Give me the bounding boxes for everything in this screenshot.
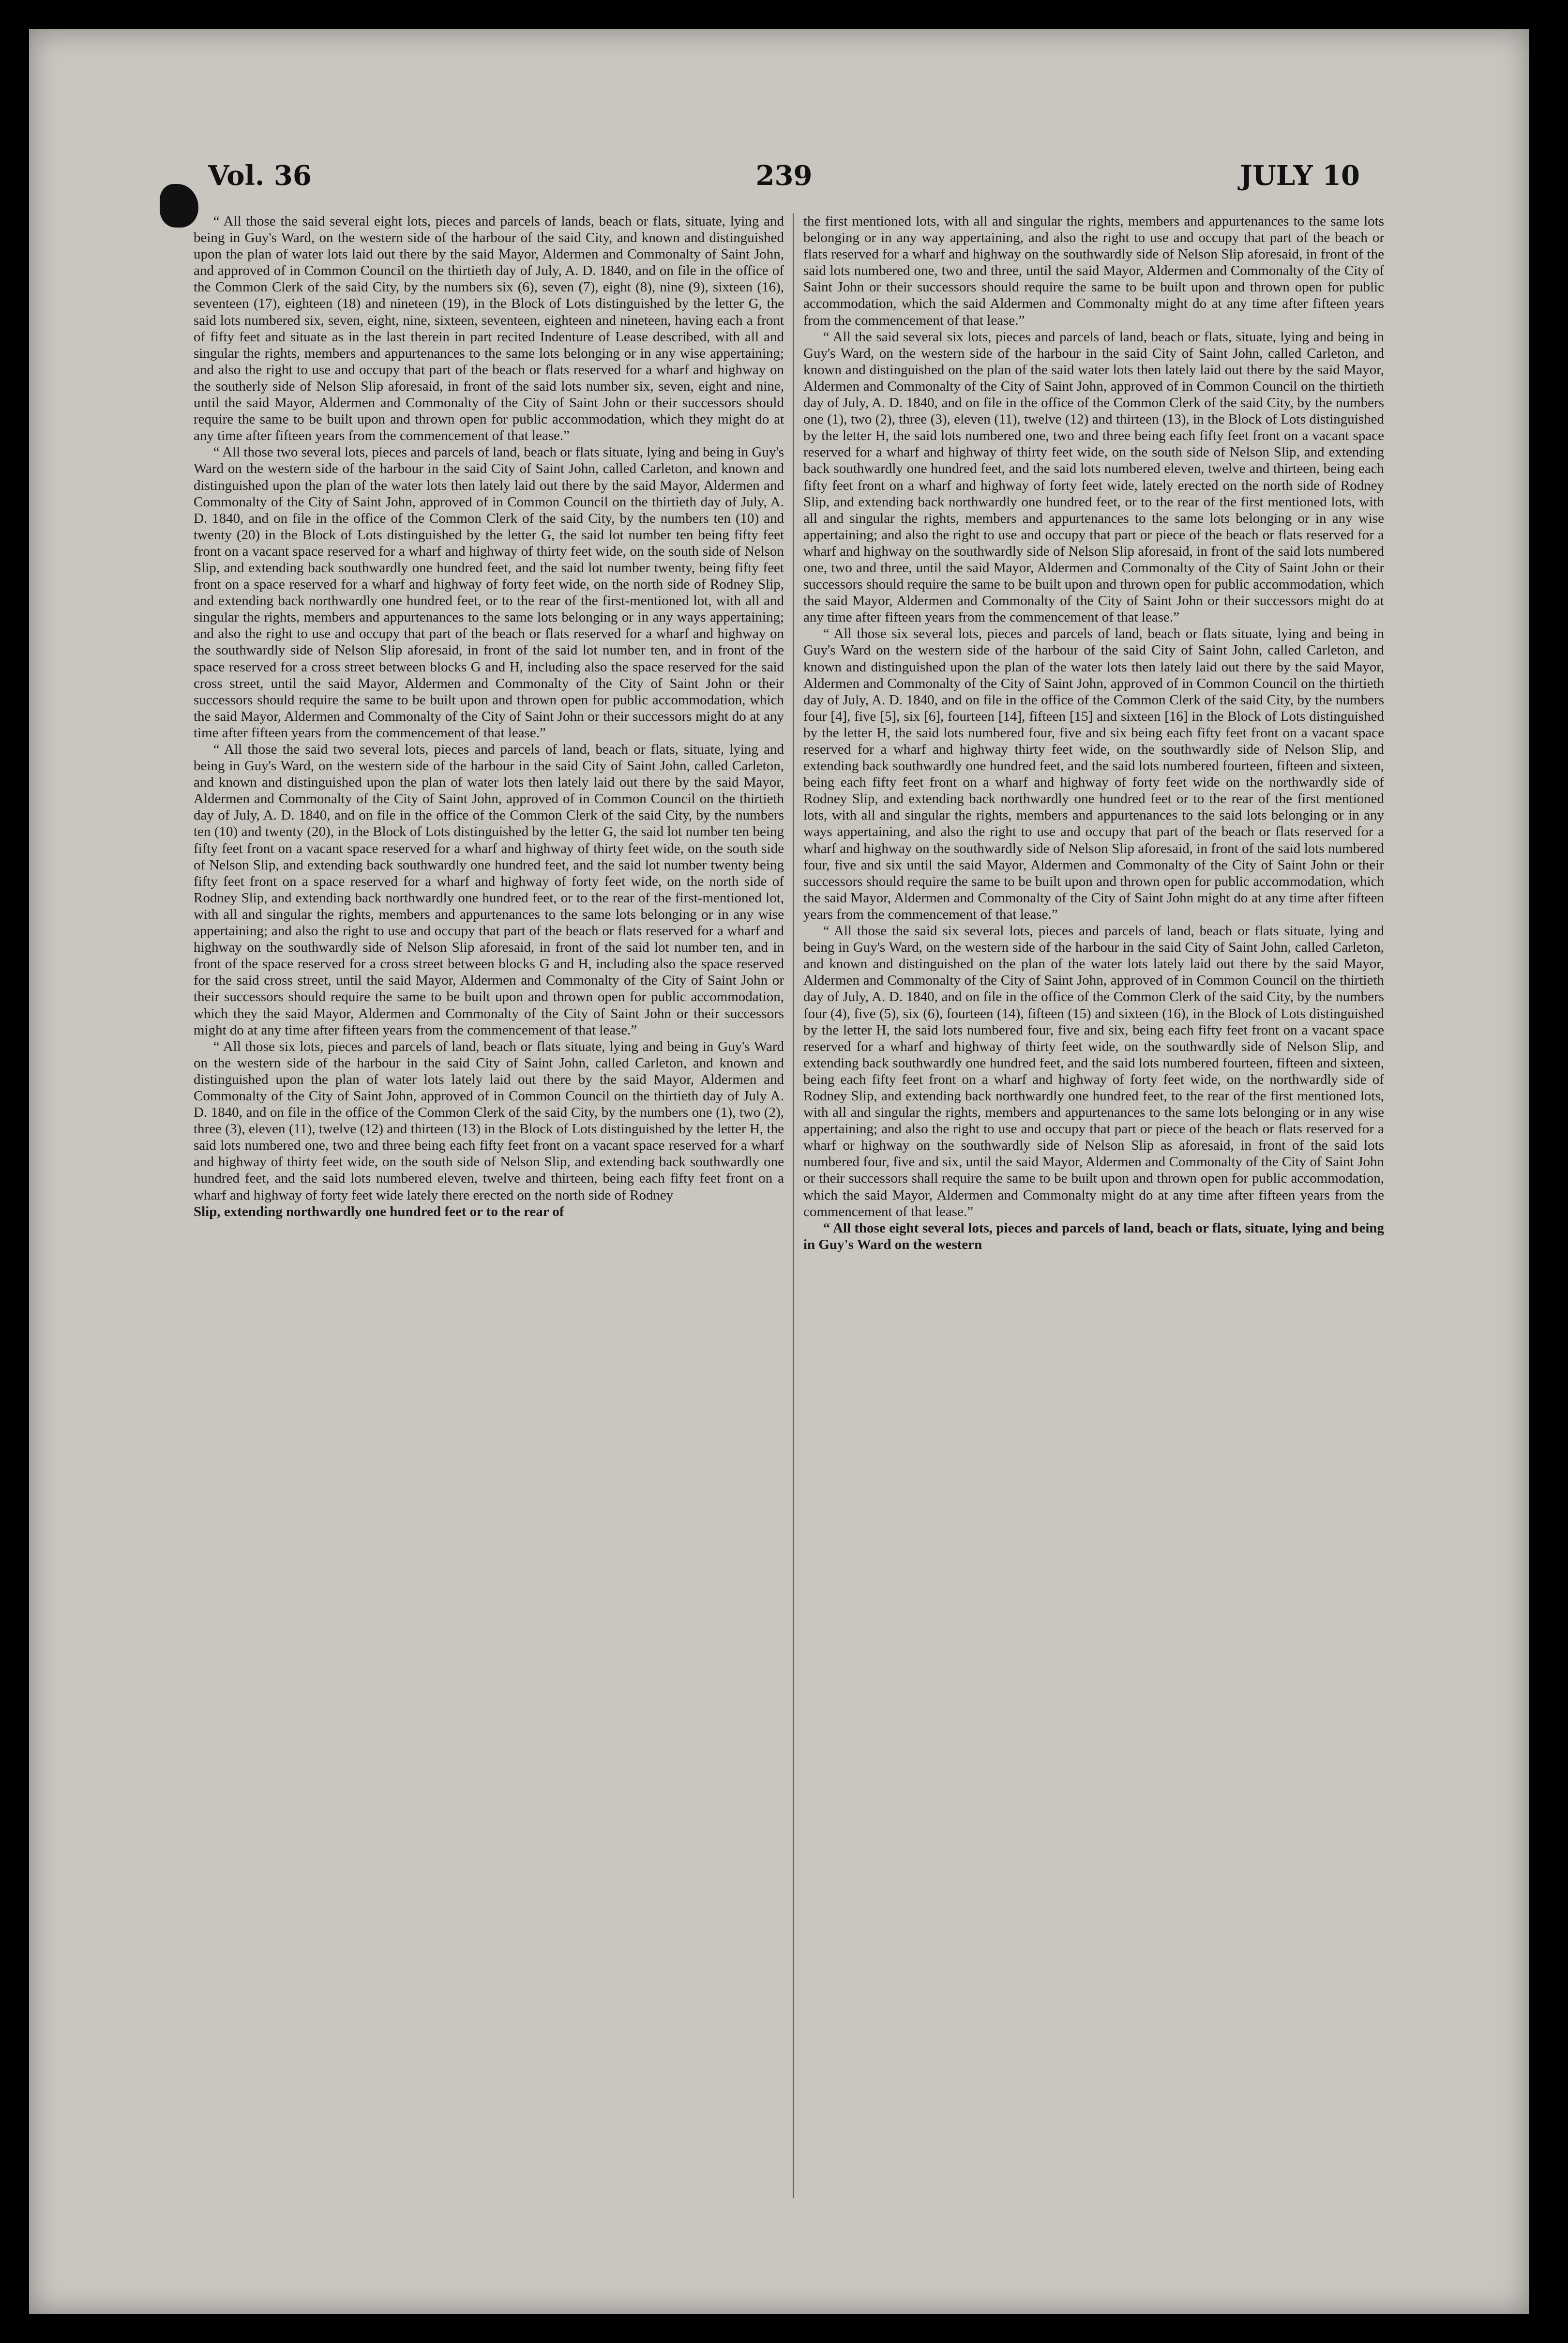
ink-smudge <box>160 184 198 228</box>
paragraph: “ All the said several six lots, pieces and parcels of land, beach or flats, situate, lying and being in Guy's Ward, on the western side of the harbour in the said City of Saint John, called Carleton, and known and distinguished on the plan of the said water lots then lately laid out there by the said Mayor, Aldermen and Commonalty of the City of Saint John, approved of in Common Council on the thirtieth day of July, A. D. 1840, and on file in the office of the Common Clerk of the said City, by the numbers one (1), two (2), three (3), eleven (11), twelve (12) and thirteen (13), in the Block of Lots distinguished by the letter H, the said lots numbered one, two and three being each fifty feet front on a vacant space reserved for a wharf and highway of thirty feet wide, on the south side of Nelson Slip, and extending back southwardly one hundred feet, and the said lots numbered eleven, twelve and thirteen, being each fifty feet front on a wharf and highway of forty feet wide, lately erected on the north side of Rodney Slip, and extending back northwardly one hundred feet, or to the rear of the first mentioned lots, with all and singular the rights, members and appurtenances to the same lots belonging or in any wise appertaining; and also the right to use and occupy that part or piece of the beach or flats reserved for a wharf and highway on the southwardly side of Nelson Slip aforesaid, in front of the said lots numbered one, two and three, until the said Mayor, Aldermen and Commonalty of the City of Saint John or their successors should require the same to be built upon and thrown open for public accommodation, which the said Mayor, Aldermen and Commonalty of the City of Saint John or their successors might do at any time after fifteen years from the commencement of that lease.” <box>803 329 1384 625</box>
paragraph: “ All those the said two several lots, pieces and parcels of land, beach or flats, situate, lying and being in Guy's Ward, on the western side of the harbour in the said City of Saint John, called Carleton, and known and distinguished upon the plan of water lots then lately laid out there by the said Mayor, Aldermen and Commonalty of the City of Saint John, approved of in Common Council on the thirtieth day of July, A. D. 1840, and on file in the office of the Common Clerk of the said City, by the numbers ten (10) and twenty (20), in the Block of Lots distinguished by the letter G, the said lot number ten being fifty feet front on a vacant space reserved for a wharf and highway of thirty feet wide, on the south side of Nelson Slip, and extending back southwardly one hundred feet, and the said lot number twenty being fifty feet front on a space reserved for a wharf and highway of forty feet wide, on the north side of Rodney Slip, and extending back northwardly one hundred feet, or to the rear of the first-mentioned lot, with all and singular the rights, members and appurtenances to the same lots belonging or in any wise appertaining; and also the right to use and occupy that part of the beach or flats reserved for a wharf and highway on the southwardly side of Nelson Slip aforesaid, in front of the said lot number ten, and in front of the space reserved for a cross street between blocks G and H, including also the space reserved for the said cross street, until the said Mayor, Aldermen and Commonalty of the City of Saint John or their successors should require the same to be built upon and thrown open for public accommodation, which they the said Mayor, Aldermen and Commonalty of the City of Saint John or their successors might do at any time after fifteen years from the commencement of that lease.” <box>194 742 784 1038</box>
page-number: 239 <box>755 160 813 192</box>
paragraph: “ All those the said six several lots, pieces and parcels of land, beach or flats situate, lying and being in Guy's Ward, on the western side of the harbour in the said City of Saint John, called Carleton, and known and distinguished on the plan of the water lots lately laid out there by the said Mayor, Aldermen and Commonalty of the City of Saint John, approved of in Common Council on the thirtieth day of July, A. D. 1840, and on file in the office of the Common Clerk of the said City, by the numbers four (4), five (5), six (6), fourteen (14), fifteen (15) and sixteen (16), in the Block of Lots distinguished by the letter H, the said lots numbered four, five and six, being each fifty feet front on a vacant space reserved for a wharf and highway of thirty feet wide, on the southwardly side of Nelson Slip, and extending back southwardly one hundred feet, and the said lots numbered fourteen, fifteen and sixteen, being each fifty feet front on a wharf and highway of forty feet wide, on the northwardly side of Rodney Slip, and extending back northwardly one hundred feet, to the rear of the first mentioned lots, with all and singular the rights, members and appurtenances to the same lots belonging or in any wise appertaining; and also the right to use and occupy that part or piece of the beach or flats reserved for a wharf or highway on the southwardly side of Nelson Slip as aforesaid, in front of the said lots numbered four, five and six, until the said Mayor, Aldermen and Commonalty of the City of Saint John or their successors shall require the same to be built upon and thrown open for public accommodation, which the said Mayor, Aldermen and Commonalty might do at any time after fifteen years from the commencement of that lease.” <box>803 923 1384 1219</box>
paragraph: the first mentioned lots, with all and singular the rights, members and appurtenances to the same lots belonging or in any way appertaining, and also the right to use and occupy that part of the beach or flats reserved for a wharf and highway on the southwardly side of Nelson Slip aforesaid, in front of the said lots numbered one, two and three, until the said Mayor, Aldermen and Commonalty of the City of Saint John or their successors should require the same to be built upon and thrown open for public accommodation, which the said Aldermen and Commonalty might do at any time after fifteen years from the commencement of that lease.” <box>803 213 1384 328</box>
volume-label: Vol. 36 <box>208 160 312 192</box>
issue-date: JULY 10 <box>1239 160 1360 192</box>
paragraph: “ All those six lots, pieces and parcels of land, beach or flats situate, lying and being in Guy's Ward on the western side of the harbour in the said City of Saint John, called Carleton, and known and distinguished upon the plan of water lots lately laid out there by the said Mayor, Aldermen and Commonalty of the City of Saint John, approved of in Common Council on the thirtieth day of July A. D. 1840, and on file in the office of the Common Clerk of the said City, by the numbers one (1), two (2), three (3), eleven (11), twelve (12) and thirteen (13) in the Block of Lots distinguished by the letter H, the said lots numbered one, two and three being each fifty feet front on a vacant space reserved for a wharf and highway of thirty feet wide, on the south side of Nelson Slip, and extending back southwardly one hundred feet, and the said lots numbered eleven, twelve and thirteen, being each fifty feet front on a wharf and highway of forty feet wide lately there erected on the north side of Rodney <box>194 1038 784 1203</box>
paragraph: “ All those six several lots, pieces and parcels of land, beach or flats situate, lying and being in Guy's Ward on the western side of the harbour of the said City of Saint John, called Carleton, and known and distinguished upon the plan of the water lots then lately laid out there by the said Mayor, Aldermen and Commonalty of the City of Saint John, approved of in Common Council on the thirtieth day of July, A. D. 1840, and on file in the office of the Common Clerk of the said City, by the numbers four [4], five [5], six [6], fourteen [14], fifteen [15] and sixteen [16] in the Block of Lots distinguished by the letter H, the said lots numbered four, five and six being each fifty feet front on a vacant space reserved for a wharf and highway thirty feet wide, on the southwardly side of Nelson Slip, and extending back southwardly one hundred feet, and the said lots numbered fourteen, fifteen and sixteen, being each fifty feet front on a wharf and highway of forty feet wide on the northwardly side of Rodney Slip, and extending back northwardly one hundred feet or to the rear of the first mentioned lots, with all and singular the rights, members and appurtenances to the said lots belonging or in any ways appertaining, and also the right to use and occupy that part of the beach or flats reserved for a wharf and highway on the southwardly side of Nelson Slip aforesaid, in front of the said lots numbered four, five and six until the said Mayor, Aldermen and Commonalty of the City of Saint John or their successors should require the same to be built upon and thrown open for public accommodation, which the said Mayor, Aldermen and Commonalty of the City of Saint John might do at any time after fifteen years from the commencement of that lease.” <box>803 626 1384 922</box>
paragraph: “ All those the said several eight lots, pieces and parcels of lands, beach or flats, situate, lying and being in Guy's Ward, on the western side of the harbour of the said City, and known and distinguished upon the plan of water lots laid out there by the said Mayor, Aldermen and Commonalty of Saint John, and approved of in Common Council on the thirtieth day of July, A. D. 1840, and on file in the office of the Common Clerk of the said City, by the numbers six (6), seven (7), eight (8), nine (9), sixteen (16), seventeen (17), eighteen (18) and nineteen (19), in the Block of Lots distinguished by the letter G, the said lots numbered six, seven, eight, nine, sixteen, seventeen, eighteen and nineteen, having each a front of fifty feet and situate as in the last therein in part recited Indenture of Lease described, with all and singular the rights, members and appurtenances to the same lots belonging or in any wise appertaining; and also the right to use and occupy that part of the beach or flats reserved for a wharf and highway on the southerly side of Nelson Slip aforesaid, in front of the said lots number six, seven, eight and nine, until the said Mayor, Aldermen and Commonalty of the City of Saint John or their successors should require the same to be built upon and thrown open for public accommodation, which they might do at any time after fifteen years from the commencement of that lease.” <box>194 213 784 444</box>
paragraph-tail: “ All those eight several lots, pieces and parcels of land, beach or flats, situate, lying and being in Guy's Ward on the western <box>803 1220 1384 1252</box>
column-divider <box>793 213 794 2198</box>
document-page <box>29 29 1529 2314</box>
right-column <box>803 213 1384 2203</box>
page-header <box>208 160 1360 198</box>
paragraph: “ All those two several lots, pieces and parcels of land, beach or flats situate, lying and being in Guy's Ward on the western side of the harbour in the said City of Saint John, called Carleton, and known and distinguished upon the plan of the water lots then lately laid out there by the said Mayor, Aldermen and Commonalty of the City of Saint John, approved of in Common Council on the thirtieth day of July, A. D. 1840, and on file in the office of the Common Clerk of the said City, by the numbers ten (10) and twenty (20) in the Block of Lots distinguished by the letter G, the said lot number ten being fifty feet front on a vacant space reserved for a wharf and highway of thirty feet wide, on the south side of Nelson Slip, and extending back southwardly one hundred feet, and the said lot number twenty, being fifty feet front on a space reserved for a wharf and highway of forty feet wide, on the north side of Rodney Slip, and extending back northwardly one hundred feet, or to the rear of the first-mentioned lot, with all and singular the rights, members and appurtenances to the same lots belonging or in any ways appertaining; and also the right to use and occupy that part of the beach or flats reserved for a wharf and highway on the southwardly side of Nelson Slip aforesaid, in front of the said lot number ten, and in front of the space reserved for a cross street between blocks G and H, including also the space reserved for the said cross street, until the said Mayor, Aldermen and Commonalty of the City of Saint John or their successors should require the same to be built upon and thrown open for public accommodation, which the said Mayor, Aldermen and Commonalty of the City of Saint John or their successors might do at any time after fifteen years from the commencement of that lease.” <box>194 444 784 741</box>
paragraph-tail: Slip, extending northwardly one hundred feet or to the rear of <box>194 1203 564 1219</box>
left-column <box>194 213 784 2203</box>
